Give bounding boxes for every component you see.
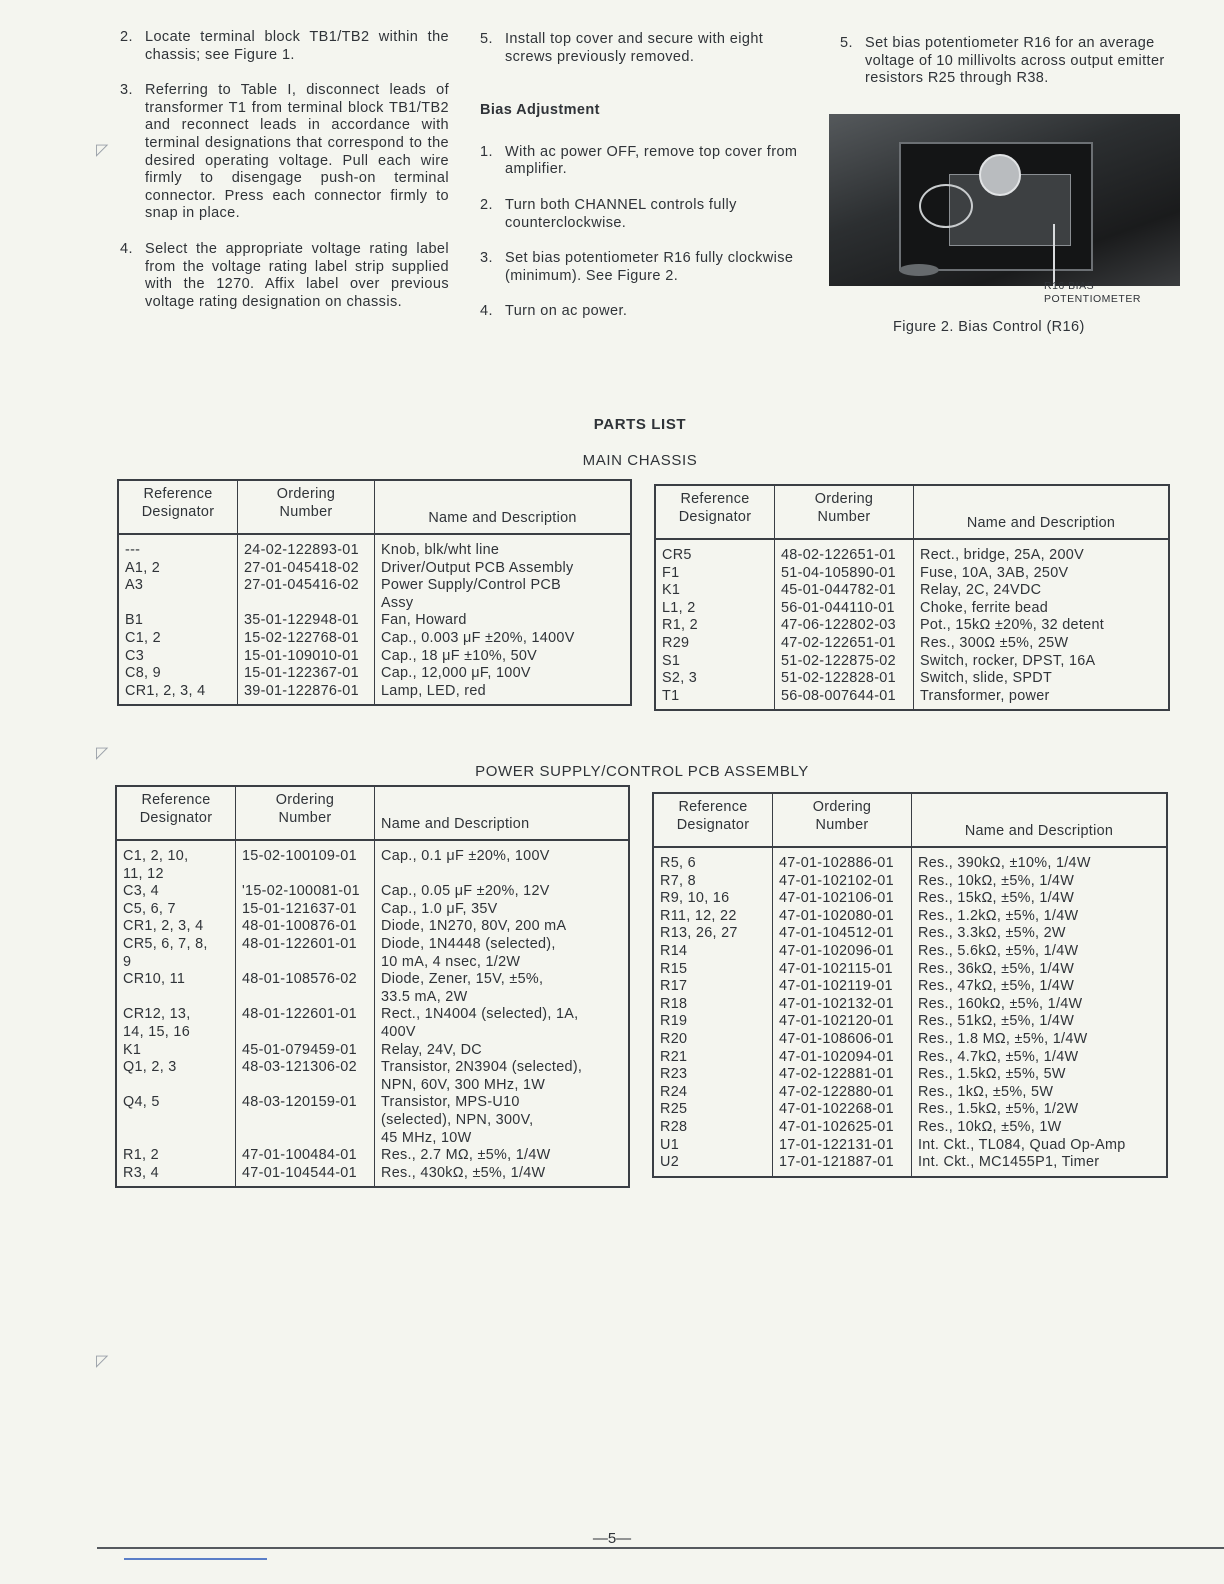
header-ordering: Ordering Number bbox=[236, 786, 375, 840]
bias-step-1: 1. With ac power OFF, remove top cover from amplifier. bbox=[480, 143, 798, 178]
main-chassis-title: MAIN CHASSIS bbox=[582, 452, 698, 469]
scan-mark: ◸ bbox=[96, 142, 109, 159]
header-reference: Reference Designator bbox=[116, 786, 236, 840]
power-supply-title: POWER SUPPLY/CONTROL PCB ASSEMBLY bbox=[475, 763, 809, 780]
ordering-column: 47-01-102886-01 47-01-102102-01 47-01-102106-01 47-01-102080-01 47-01-104512-01 47-01-102096-01 47-01-102115-01 47-01-102119-01 47-01-102132-01 47-01-102120-01 47-01-108606-01 47-01-102094-01 47-02-122881-01 47-02-122880-01 47-01-102268-01 47-01-102625-01 17-01-122131-01 17-01-121887-01 bbox=[773, 847, 912, 1177]
ref-column: CR5 F1 K1 L1, 2 R1, 2 R29 S1 S2, 3 T1 bbox=[655, 539, 775, 710]
step-3: 3. Referring to Table I, disconnect leads of transformer T1 from terminal block TB1/TB2 and reconnect leads in accordance with terminal designations that correspond to the desired operating voltage. Pull each wire firmly to disengage push-on terminal connector. Press each connector firmly to snap in place. bbox=[120, 82, 449, 222]
bottom-rule bbox=[97, 1547, 1224, 1549]
parts-list-title: PARTS LIST bbox=[593, 416, 687, 433]
instructions-column-1 bbox=[120, 29, 449, 329]
scan-mark: ◸ bbox=[96, 1353, 109, 1370]
ref-column: C1, 2, 10, 11, 12 C3, 4 C5, 6, 7 CR1, 2, 3, 4 CR5, 6, 7, 8, 9 CR10, 11 CR12, 13, 14, 15, 16 K1 Q1, 2, 3 Q4, 5 R1, 2 R3, 4 bbox=[116, 840, 236, 1187]
header-ordering: Ordering Number bbox=[773, 793, 912, 847]
instructions-column-2 bbox=[480, 31, 810, 339]
bias-adjustment-heading: Bias Adjustment bbox=[480, 102, 600, 119]
ordering-column: 48-02-122651-01 51-04-105890-01 45-01-044782-01 56-01-044110-01 47-06-122802-03 47-02-122651-01 51-02-122875-02 51-02-122828-01 56-08-007644-01 bbox=[775, 539, 914, 710]
header-reference: Reference Designator bbox=[118, 480, 238, 534]
bias-step-5: 5. Set bias potentiometer R16 for an average voltage of 10 millivolts across output emitter resistors R25 through R38. bbox=[840, 35, 1165, 87]
scan-mark: ◸ bbox=[96, 745, 109, 762]
header-reference: Reference Designator bbox=[655, 485, 775, 539]
step-5-install-cover: 5. Install top cover and secure with eight screws previously removed. bbox=[480, 31, 764, 65]
header-description: Name and Description bbox=[375, 786, 630, 840]
header-ordering: Ordering Number bbox=[238, 480, 375, 534]
header-description: Name and Description bbox=[912, 793, 1168, 847]
description-column: Cap., 0.1 μF ±20%, 100V Cap., 0.05 μF ±20%, 12V Cap., 1.0 μF, 35V Diode, 1N270, 80V, 200 mA Diode, 1N4448 (selected), 10 mA, 4 nsec, 1/2W Diode, Zener, 15V, ±5%, 33.5 mA, 2W Rect., 1N4004 (selected), 1A, 400V Relay, 24V, DC Transistor, 2N3904 (selected), NPN, 60V, 300 MHz, 1W Transistor, MPS-U10 (selected), NPN, 300V, 45 MHz, 10W Res., 2.7 MΩ, ±5%, 1/4W Res., 430kΩ, ±5%, 1/4W bbox=[381, 848, 583, 1181]
power-supply-table-left bbox=[115, 785, 630, 1188]
ordering-column: 24-02-122893-01 27-01-045418-02 27-01-045416-02 35-01-122948-01 15-02-122768-01 15-01-109010-01 15-01-122367-01 39-01-122876-01 bbox=[238, 534, 375, 705]
ref-column: --- A1, 2 A3 B1 C1, 2 C3 C8, 9 CR1, 2, 3, 4 bbox=[118, 534, 238, 705]
figure-caption: Figure 2. Bias Control (R16) bbox=[893, 319, 1085, 335]
blue-mark bbox=[124, 1558, 267, 1560]
bias-step-4: 4. Turn on ac power. bbox=[480, 303, 628, 320]
header-description: Name and Description bbox=[914, 485, 1170, 539]
main-chassis-table-left bbox=[117, 479, 632, 706]
description-column: Knob, blk/wht line Driver/Output PCB Assembly Power Supply/Control PCB Assy Fan, Howard Cap., 0.003 μF ±20%, 1400V Cap., 18 μF ±10%, 50V Cap., 12,000 μF, 100V Lamp, LED, red bbox=[381, 542, 575, 699]
step-2: 2. Locate terminal block TB1/TB2 within the chassis; see Figure 1. bbox=[120, 29, 449, 63]
power-supply-table-right bbox=[652, 792, 1168, 1178]
page-number: —5— bbox=[592, 1530, 632, 1547]
bias-step-2: 2. Turn both CHANNEL controls fully counterclockwise. bbox=[480, 196, 737, 231]
instructions-column-3 bbox=[840, 35, 1174, 106]
description-column: Res., 390kΩ, ±10%, 1/4W Res., 10kΩ, ±5%, 1/4W Res., 15kΩ, ±5%, 1/4W Res., 1.2kΩ, ±5%, 1/4W Res., 3.3kΩ, ±5%, 2W Res., 5.6kΩ, ±5%, 1/4W Res., 36kΩ, ±5%, 1/4W Res., 47kΩ, ±5%, 1/4W Res., 160kΩ, ±5%, 1/4W Res., 51kΩ, ±5%, 1/4W Res., 1.8 MΩ, ±5%, 1/4W Res., 4.7kΩ, ±5%, 1/4W Res., 1.5kΩ, ±5%, 5W Res., 1kΩ, ±5%, 5W Res., 1.5kΩ, ±5%, 1/2W Res., 10kΩ, ±5%, 1W Int. Ckt., TL084, Quad Op-Amp Int. Ckt., MC1455P1, Timer bbox=[918, 855, 1126, 1171]
bias-step-3: 3. Set bias potentiometer R16 fully clockwise (minimum). See Figure 2. bbox=[480, 250, 794, 284]
potentiometer-knob bbox=[979, 154, 1021, 196]
ordering-column: 15-02-100109-01 '15-02-100081-01 15-01-121637-01 48-01-100876-01 48-01-122601-01 48-01-108576-02 48-01-122601-01 45-01-079459-01 48-03-121306-02 48-03-120159-01 47-01-100484-01 47-01-104544-01 bbox=[236, 840, 375, 1187]
ref-column: R5, 6 R7, 8 R9, 10, 16 R11, 12, 22 R13, 26, 27 R14 R15 R17 R18 R19 R20 R21 R23 R24 R25 R28 U1 U2 bbox=[653, 847, 773, 1177]
callout-line bbox=[1053, 224, 1055, 286]
figure-label-potentiometer: POTENTIOMETER bbox=[1044, 293, 1141, 305]
step-4: 4. Select the appropriate voltage rating label from the voltage rating label strip supplied with the 1270. Affix label over previous voltage rating designation on chassis. bbox=[120, 240, 449, 310]
header-reference: Reference Designator bbox=[653, 793, 773, 847]
description-column: Rect., bridge, 25A, 200V Fuse, 10A, 3AB, 250V Relay, 2C, 24VDC Choke, ferrite bead Pot., 15kΩ ±20%, 32 detent Res., 300Ω ±5%, 25W Switch, rocker, DPST, 16A Switch, slide, SPDT Transformer, power bbox=[920, 547, 1105, 704]
header-ordering: Ordering Number bbox=[775, 485, 914, 539]
figure-label-r16: R16 BIAS bbox=[1044, 280, 1095, 292]
figure-2-photo bbox=[829, 114, 1180, 286]
main-chassis-table-right bbox=[654, 484, 1170, 711]
header-description: Name and Description bbox=[375, 480, 632, 534]
